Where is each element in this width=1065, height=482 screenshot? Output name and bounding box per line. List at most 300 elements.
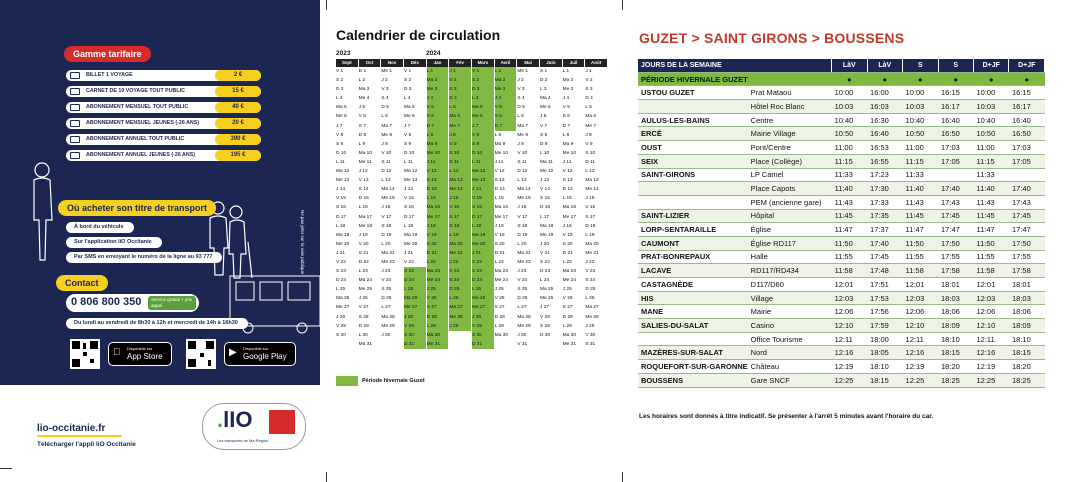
calendar-day: Ma 17 xyxy=(358,214,372,220)
calendar-day: S 11 xyxy=(381,159,391,165)
contact-hours: Du lundi au vendredi de 8h30 à 12h et mercredi de 14h à 16h30 xyxy=(66,318,248,329)
calendar-day: L 13 xyxy=(381,178,391,184)
departure-time: 12:16 xyxy=(903,346,938,360)
buy-option-app: Sur l'application liO Occitanie xyxy=(66,237,162,248)
calendar-day: J 14 xyxy=(336,187,346,193)
calendar-day: J 21 xyxy=(404,250,414,256)
legend-label: Période hivernale Guzet xyxy=(362,378,425,384)
schedule-row xyxy=(638,127,1045,141)
departure-time: 17:03 xyxy=(938,141,973,155)
calendar-day: Ma 19 xyxy=(404,232,418,238)
stop-place: Église xyxy=(748,223,832,237)
departure-time: 17:35 xyxy=(867,209,902,223)
departure-time: 11:58 xyxy=(832,264,867,278)
stop-place: D117/D60 xyxy=(748,278,832,292)
calendar-day: V 24 xyxy=(517,278,528,284)
departure-time: 10:50 xyxy=(974,127,1009,141)
days-header: JOURS DE LA SEMAINE xyxy=(638,59,832,72)
calendar-day: Ma 12 xyxy=(472,167,494,176)
calendar-day: J 1 xyxy=(449,67,471,76)
calendar-day: Ma 27 xyxy=(449,303,471,312)
departure-time: 17:47 xyxy=(938,223,973,237)
calendar-day: Me 14 xyxy=(585,187,599,193)
stop-place: LP Camel xyxy=(748,168,832,182)
month-column xyxy=(472,59,494,355)
calendar-day: V 12 xyxy=(562,169,573,175)
calendar-day: Me 20 xyxy=(472,240,494,249)
calendar-day: D 4 xyxy=(449,94,471,103)
departure-time: 12:11 xyxy=(903,332,938,346)
departure-time: 10:50 xyxy=(832,127,867,141)
price-label: ABONNEMENT MENSUEL JEUNES (-26 ANS) xyxy=(86,120,200,126)
calendar-day: Ma 7 xyxy=(381,123,392,129)
calendar-day: L 19 xyxy=(585,232,595,238)
departure-time: 16:30 xyxy=(867,113,902,127)
calendar-day: Me 24 xyxy=(562,278,576,284)
calendar-day: Me 20 xyxy=(336,241,350,247)
month-header: Jan xyxy=(427,59,449,67)
departure-time: 18:20 xyxy=(938,360,973,374)
calendar-day: Ma 18 xyxy=(540,223,554,229)
stop-name: MAZÈRES-SUR-SALAT xyxy=(638,346,748,360)
schedule-row xyxy=(638,141,1045,155)
calendar-day: D 3 xyxy=(404,87,412,93)
calendar-day: D 14 xyxy=(562,187,573,193)
calendar-day: D 28 xyxy=(494,314,505,320)
departure-time: 17:43 xyxy=(1009,195,1045,209)
calendar-day: L 27 xyxy=(381,305,391,311)
stop-place: RD117/RD434 xyxy=(748,264,832,278)
calendar-day: Me 28 xyxy=(449,313,471,322)
calendar-day: Me 6 xyxy=(336,114,347,120)
calendar-day: J 4 xyxy=(562,96,570,102)
departure-time: 12:03 xyxy=(974,291,1009,305)
schedule-row xyxy=(638,154,1045,168)
calendar-day: S 25 xyxy=(381,287,392,293)
day-col-header: LàV xyxy=(867,59,902,72)
calendar-day: L 4 xyxy=(336,96,343,102)
calendar-day: Me 26 xyxy=(540,296,554,302)
calendar-day: Ma 23 xyxy=(427,267,449,276)
calendar-day: S 10 xyxy=(449,149,471,158)
qr-code-appstore[interactable] xyxy=(70,339,100,369)
calendar-day: S 30 xyxy=(472,331,494,340)
calendar-day: Ma 6 xyxy=(449,112,471,121)
calendar-day: Ma 9 xyxy=(494,141,506,147)
calendar-day: Me 19 xyxy=(540,232,554,238)
departure-time: 10:03 xyxy=(832,100,867,114)
year-2024: 2024 xyxy=(426,50,441,57)
calendar-day: V 2 xyxy=(585,78,593,84)
calendar-day: J 2 xyxy=(381,78,388,84)
departure-time: 18:09 xyxy=(938,319,973,333)
schedule-row xyxy=(638,305,1045,319)
calendar-day: L 26 xyxy=(585,296,595,302)
calendar-day: V 27 xyxy=(358,305,369,311)
departure-time: 11:33 xyxy=(832,168,867,182)
departure-time: 10:00 xyxy=(832,86,867,100)
calendar-day: Ma 16 xyxy=(427,203,449,212)
calendar-day: V 23 xyxy=(585,269,596,275)
calendar-day: V 22 xyxy=(336,259,346,265)
calendar-day: L 5 xyxy=(449,103,471,112)
calendar-day: Me 3 xyxy=(495,85,517,94)
calendar-day: D 24 xyxy=(404,276,426,285)
departure-time: 11:45 xyxy=(974,209,1009,223)
price-label: BILLET 1 VOYAGE xyxy=(86,72,133,78)
lio-logo xyxy=(202,403,306,450)
calendar-day: V 5 xyxy=(562,105,570,111)
calendar-day: V 26 xyxy=(427,294,449,303)
calendar-day: L 29 xyxy=(427,322,449,331)
departure-time: 17:59 xyxy=(867,319,902,333)
calendar-day: L 11 xyxy=(404,159,413,165)
departure-time: 11:00 xyxy=(974,141,1009,155)
calendar-day: L 12 xyxy=(585,169,595,175)
calendar-day: S 24 xyxy=(449,276,471,285)
calendar-day: S 4 xyxy=(517,96,525,102)
google-play-button[interactable]: ▶ Disponible sur Google Play xyxy=(224,342,296,366)
calendar-day: J 16 xyxy=(517,205,527,211)
departure-time: 12:10 xyxy=(974,319,1009,333)
calendar-day: V 19 xyxy=(427,231,449,240)
stop-place: Office Tourisme xyxy=(748,332,832,346)
calendar-day: V 17 xyxy=(381,214,392,220)
calendar-day: S 17 xyxy=(585,214,596,220)
calendar-day: Me 13 xyxy=(472,176,494,185)
calendar-day: L 1 xyxy=(427,67,449,76)
calendar-day: D 24 xyxy=(336,278,347,284)
calendar-day: Me 13 xyxy=(336,178,350,184)
departure-time: 18:25 xyxy=(1009,373,1045,387)
departure-time: 17:55 xyxy=(938,250,973,264)
departure-time: 16:40 xyxy=(1009,113,1045,127)
calendar-day: D 17 xyxy=(404,214,415,220)
departure-time: 17:23 xyxy=(867,168,902,182)
stop-name: SAINT-GIRONS xyxy=(638,168,748,182)
calendar-day: L 6 xyxy=(381,114,388,120)
calendar-day: S 3 xyxy=(585,87,593,93)
calendar-day: S 30 xyxy=(336,332,346,338)
calendar-day: D 17 xyxy=(472,213,494,222)
departure-time: 18:01 xyxy=(1009,278,1045,292)
departure-time: 18:10 xyxy=(867,360,902,374)
departure-time: 17:05 xyxy=(938,154,973,168)
calendar-day: J 28 xyxy=(472,313,494,322)
stop-name: SEIX xyxy=(638,154,748,168)
departure-time: 12:01 xyxy=(974,278,1009,292)
departure-time: 18:15 xyxy=(938,346,973,360)
tariff-title: Gamme tarifaire xyxy=(64,46,151,62)
buy-option-onboard: À bord du véhicule xyxy=(66,222,134,233)
schedule-row xyxy=(638,360,1045,374)
schedule-row xyxy=(638,250,1045,264)
calendar-day: S 20 xyxy=(562,241,573,247)
calendar-day: Me 21 xyxy=(585,250,599,256)
departure-time: 10:40 xyxy=(903,113,938,127)
departure-time: 12:19 xyxy=(903,360,938,374)
departure-time: 16:40 xyxy=(867,127,902,141)
departure-time: 17:45 xyxy=(867,250,902,264)
calendar-day: V 15 xyxy=(336,196,346,202)
departure-time: 11:40 xyxy=(974,182,1009,196)
phone-number[interactable]: 0 806 800 350 xyxy=(71,296,142,308)
calendar-day: Ma 4 xyxy=(540,96,551,102)
qr-code-googleplay[interactable] xyxy=(186,339,216,369)
departure-time: 11:00 xyxy=(832,141,867,155)
calendar-day: D 3 xyxy=(472,85,494,94)
price-value: 40 € xyxy=(215,102,261,113)
day-col-header: LàV xyxy=(832,59,867,72)
calendar-day: Ma 14 xyxy=(517,187,531,193)
departure-time: 11:15 xyxy=(903,154,938,168)
schedule-row xyxy=(638,223,1045,237)
calendar-day: L 22 xyxy=(494,259,504,265)
calendar-grid xyxy=(336,59,608,355)
departure-time: 17:03 xyxy=(1009,141,1045,155)
departure-time: 17:30 xyxy=(867,182,902,196)
calendar-day: S 13 xyxy=(494,178,505,184)
schedule-header-row xyxy=(638,59,1045,72)
calendar-day: Ma 19 xyxy=(336,232,350,238)
calendar-day: D 5 xyxy=(517,105,525,111)
calendar-day: V 1 xyxy=(472,67,494,76)
month-header: Mars xyxy=(472,59,494,67)
calendar-day: Ma 5 xyxy=(336,105,347,111)
departure-time: 18:03 xyxy=(1009,291,1045,305)
departure-time: 17:47 xyxy=(1009,223,1045,237)
calendar-day: V 12 xyxy=(494,169,505,175)
calendar-day: Me 17 xyxy=(494,214,508,220)
calendar-day: S 27 xyxy=(562,305,573,311)
calendar-day: Ma 13 xyxy=(449,176,471,185)
calendar-day: L 10 xyxy=(540,150,550,156)
calendar-day: L 24 xyxy=(540,278,550,284)
calendar-day: D 25 xyxy=(585,287,596,293)
calendar-day: V 13 xyxy=(358,178,369,184)
calendar-day: L 22 xyxy=(562,259,572,265)
departure-time: 16:15 xyxy=(1009,86,1045,100)
calendar-day: J 18 xyxy=(562,223,572,229)
departure-time: 16:03 xyxy=(867,100,902,114)
calendar-day: V 12 xyxy=(427,167,449,176)
stop-name: MANE xyxy=(638,305,748,319)
calendar-day: D 11 xyxy=(585,159,596,165)
schedule-row xyxy=(638,113,1045,127)
calendar-day: D 5 xyxy=(381,105,389,111)
calendar-day: J 1 xyxy=(585,69,592,74)
calendar-day: S 30 xyxy=(404,331,426,340)
calendar-day: D 12 xyxy=(381,169,392,175)
departure-time: 12:01 xyxy=(903,278,938,292)
stop-name: OUST xyxy=(638,141,748,155)
calendar-day: D 24 xyxy=(472,276,494,285)
schedule-row xyxy=(638,86,1045,100)
calendar-day: Ma 2 xyxy=(495,76,517,85)
departure-time: 12:16 xyxy=(832,346,867,360)
calendar-day: Me 17 xyxy=(562,214,576,220)
calendar-day: D 19 xyxy=(517,232,528,238)
calendar-day: V 9 xyxy=(449,140,471,149)
departure-time: 10:00 xyxy=(903,86,938,100)
month-header: Fév xyxy=(449,59,471,67)
calendar-day: Me 13 xyxy=(404,178,418,184)
calendar-day: D 30 xyxy=(540,332,551,338)
calendar-day: L 23 xyxy=(358,269,368,275)
calendar-day: Ma 9 xyxy=(427,140,449,149)
period-dot: ● xyxy=(832,72,867,86)
calendar-day: D 19 xyxy=(381,232,392,238)
departure-time: 12:06 xyxy=(974,305,1009,319)
calendar-day: J 29 xyxy=(585,323,595,329)
departure-time: 11:55 xyxy=(974,250,1009,264)
website-block xyxy=(37,423,136,448)
calendar-day: L 4 xyxy=(404,96,411,102)
departure-time: 12:25 xyxy=(974,373,1009,387)
calendar-day: D 10 xyxy=(404,150,415,156)
calendar-day: V 22 xyxy=(472,258,494,267)
calendar-day: D 21 xyxy=(562,250,573,256)
departure-time: 17:58 xyxy=(938,264,973,278)
calendar-day: L 29 xyxy=(494,323,504,329)
calendar-day: S 8 xyxy=(540,132,548,138)
calendar-day: S 24 xyxy=(585,278,596,284)
calendar-day: Me 1 xyxy=(517,69,528,74)
calendar-day: D 10 xyxy=(472,149,494,158)
calendar-day: V 5 xyxy=(495,103,517,112)
departure-time: 17:50 xyxy=(1009,236,1045,250)
calendar-day: Me 8 xyxy=(381,132,392,138)
calendar-day: Me 22 xyxy=(517,259,531,265)
schedule-row xyxy=(638,346,1045,360)
departure-time: 11:43 xyxy=(974,195,1009,209)
month-header: Déc xyxy=(404,59,426,67)
stop-place: Château xyxy=(748,360,832,374)
month-column xyxy=(404,59,426,355)
calendar-day: Me 3 xyxy=(427,85,449,94)
stop-name: AULUS-LES-BAINS xyxy=(638,113,748,127)
calendar-day: J 23 xyxy=(517,269,527,275)
calendar-day: V 7 xyxy=(540,123,548,129)
calendar-day: Ma 26 xyxy=(472,294,494,303)
ticket-icon xyxy=(70,104,80,111)
departure-time: 12:03 xyxy=(903,291,938,305)
calendar-day: J 21 xyxy=(336,250,346,256)
calendar-day: D 10 xyxy=(336,150,347,156)
calendar-day: S 7 xyxy=(358,123,366,129)
calendar-day: Ma 11 xyxy=(540,159,553,165)
calendar-day: S 2 xyxy=(336,78,344,84)
calendar-day: Me 24 xyxy=(494,278,508,284)
stop-name: CAUMONT xyxy=(638,236,748,250)
calendar-day: L 15 xyxy=(494,196,504,202)
schedule-row xyxy=(638,168,1045,182)
month-header: Juin xyxy=(540,59,562,67)
departure-time: 11:33 xyxy=(903,168,938,182)
calendar-day: D 28 xyxy=(427,313,449,322)
calendar-day: S 4 xyxy=(381,96,389,102)
stop-name: ERCÉ xyxy=(638,127,748,141)
calendar-day: S 10 xyxy=(585,150,596,156)
period-dot: ● xyxy=(974,72,1009,86)
departure-time: 17:40 xyxy=(867,236,902,250)
departure-time: 11:43 xyxy=(903,195,938,209)
calendar-day: D 16 xyxy=(540,205,551,211)
stop-place: Centre xyxy=(748,113,832,127)
calendar-day: Ma 28 xyxy=(517,314,531,320)
departure-time: 18:05 xyxy=(867,346,902,360)
calendar-day: S 2 xyxy=(404,78,412,84)
schedule-row xyxy=(638,291,1045,305)
departure-time: 18:20 xyxy=(1009,360,1045,374)
calendar-day: J 8 xyxy=(585,132,592,138)
calendar-day: V 8 xyxy=(336,132,344,138)
calendar-day: L 5 xyxy=(585,105,592,111)
calendar-day: J 25 xyxy=(562,287,572,293)
calendar-day: S 11 xyxy=(517,159,527,165)
calendar-day: J 7 xyxy=(404,123,411,129)
crop-mark xyxy=(0,468,12,469)
calendar-day: Ma 19 xyxy=(472,231,494,240)
departure-time: 12:11 xyxy=(832,332,867,346)
period-label: PÉRIODE HIVERNALE GUZET xyxy=(638,72,832,86)
calendar-day: D 26 xyxy=(517,296,528,302)
departure-time: 12:19 xyxy=(974,360,1009,374)
calendar-day xyxy=(495,340,517,349)
calendar-day: L 12 xyxy=(449,167,471,176)
departure-time: 12:16 xyxy=(974,346,1009,360)
stop-place: Casino xyxy=(748,319,832,333)
website-link[interactable]: lio-occitanie.fr xyxy=(37,423,106,434)
calendar-day: Ma 28 xyxy=(381,314,395,320)
calendar-day: S 16 xyxy=(472,203,494,212)
calendar-day: V 26 xyxy=(494,296,505,302)
calendar-day: J 9 xyxy=(517,141,524,147)
schedule-row xyxy=(638,100,1045,114)
price-value: 20 € xyxy=(215,118,261,129)
app-store-button[interactable]: Disponible sur App Store xyxy=(108,342,172,366)
download-app-text: Télécharger l'appli liO Occitanie xyxy=(37,441,136,448)
calendar-day: S 23 xyxy=(336,269,346,275)
day-col-header: S xyxy=(938,59,973,72)
calendar-day: D 14 xyxy=(494,187,505,193)
calendar-day: D 14 xyxy=(427,185,449,194)
departure-time: 16:17 xyxy=(1009,100,1045,114)
calendar-day: J 11 xyxy=(494,159,504,165)
crop-mark xyxy=(622,472,623,482)
departure-time: 16:50 xyxy=(1009,127,1045,141)
month-column xyxy=(359,59,381,355)
stop-place: Place Capots xyxy=(748,182,832,196)
calendar-day: Me 10 xyxy=(427,149,449,158)
departure-time: 16:15 xyxy=(938,86,973,100)
departure-time: 17:45 xyxy=(1009,209,1045,223)
price-value: 390 € xyxy=(215,134,261,145)
calendar-day: J 15 xyxy=(585,196,595,202)
calendar-day: Ma 21 xyxy=(517,250,531,256)
departure-time: 17:58 xyxy=(1009,264,1045,278)
calendar-day: D 11 xyxy=(449,158,471,167)
day-col-header: D+JF xyxy=(974,59,1009,72)
calendar-day: Me 28 xyxy=(585,314,599,320)
calendar-day: V 14 xyxy=(540,187,550,193)
calendar-day: J 23 xyxy=(381,269,391,275)
calendar-day: D 7 xyxy=(495,122,517,131)
calendar-day: L 9 xyxy=(358,141,366,147)
calendar-day: J 5 xyxy=(358,105,366,111)
calendar-day: J 18 xyxy=(427,222,449,231)
month-header: Nov xyxy=(381,59,403,67)
